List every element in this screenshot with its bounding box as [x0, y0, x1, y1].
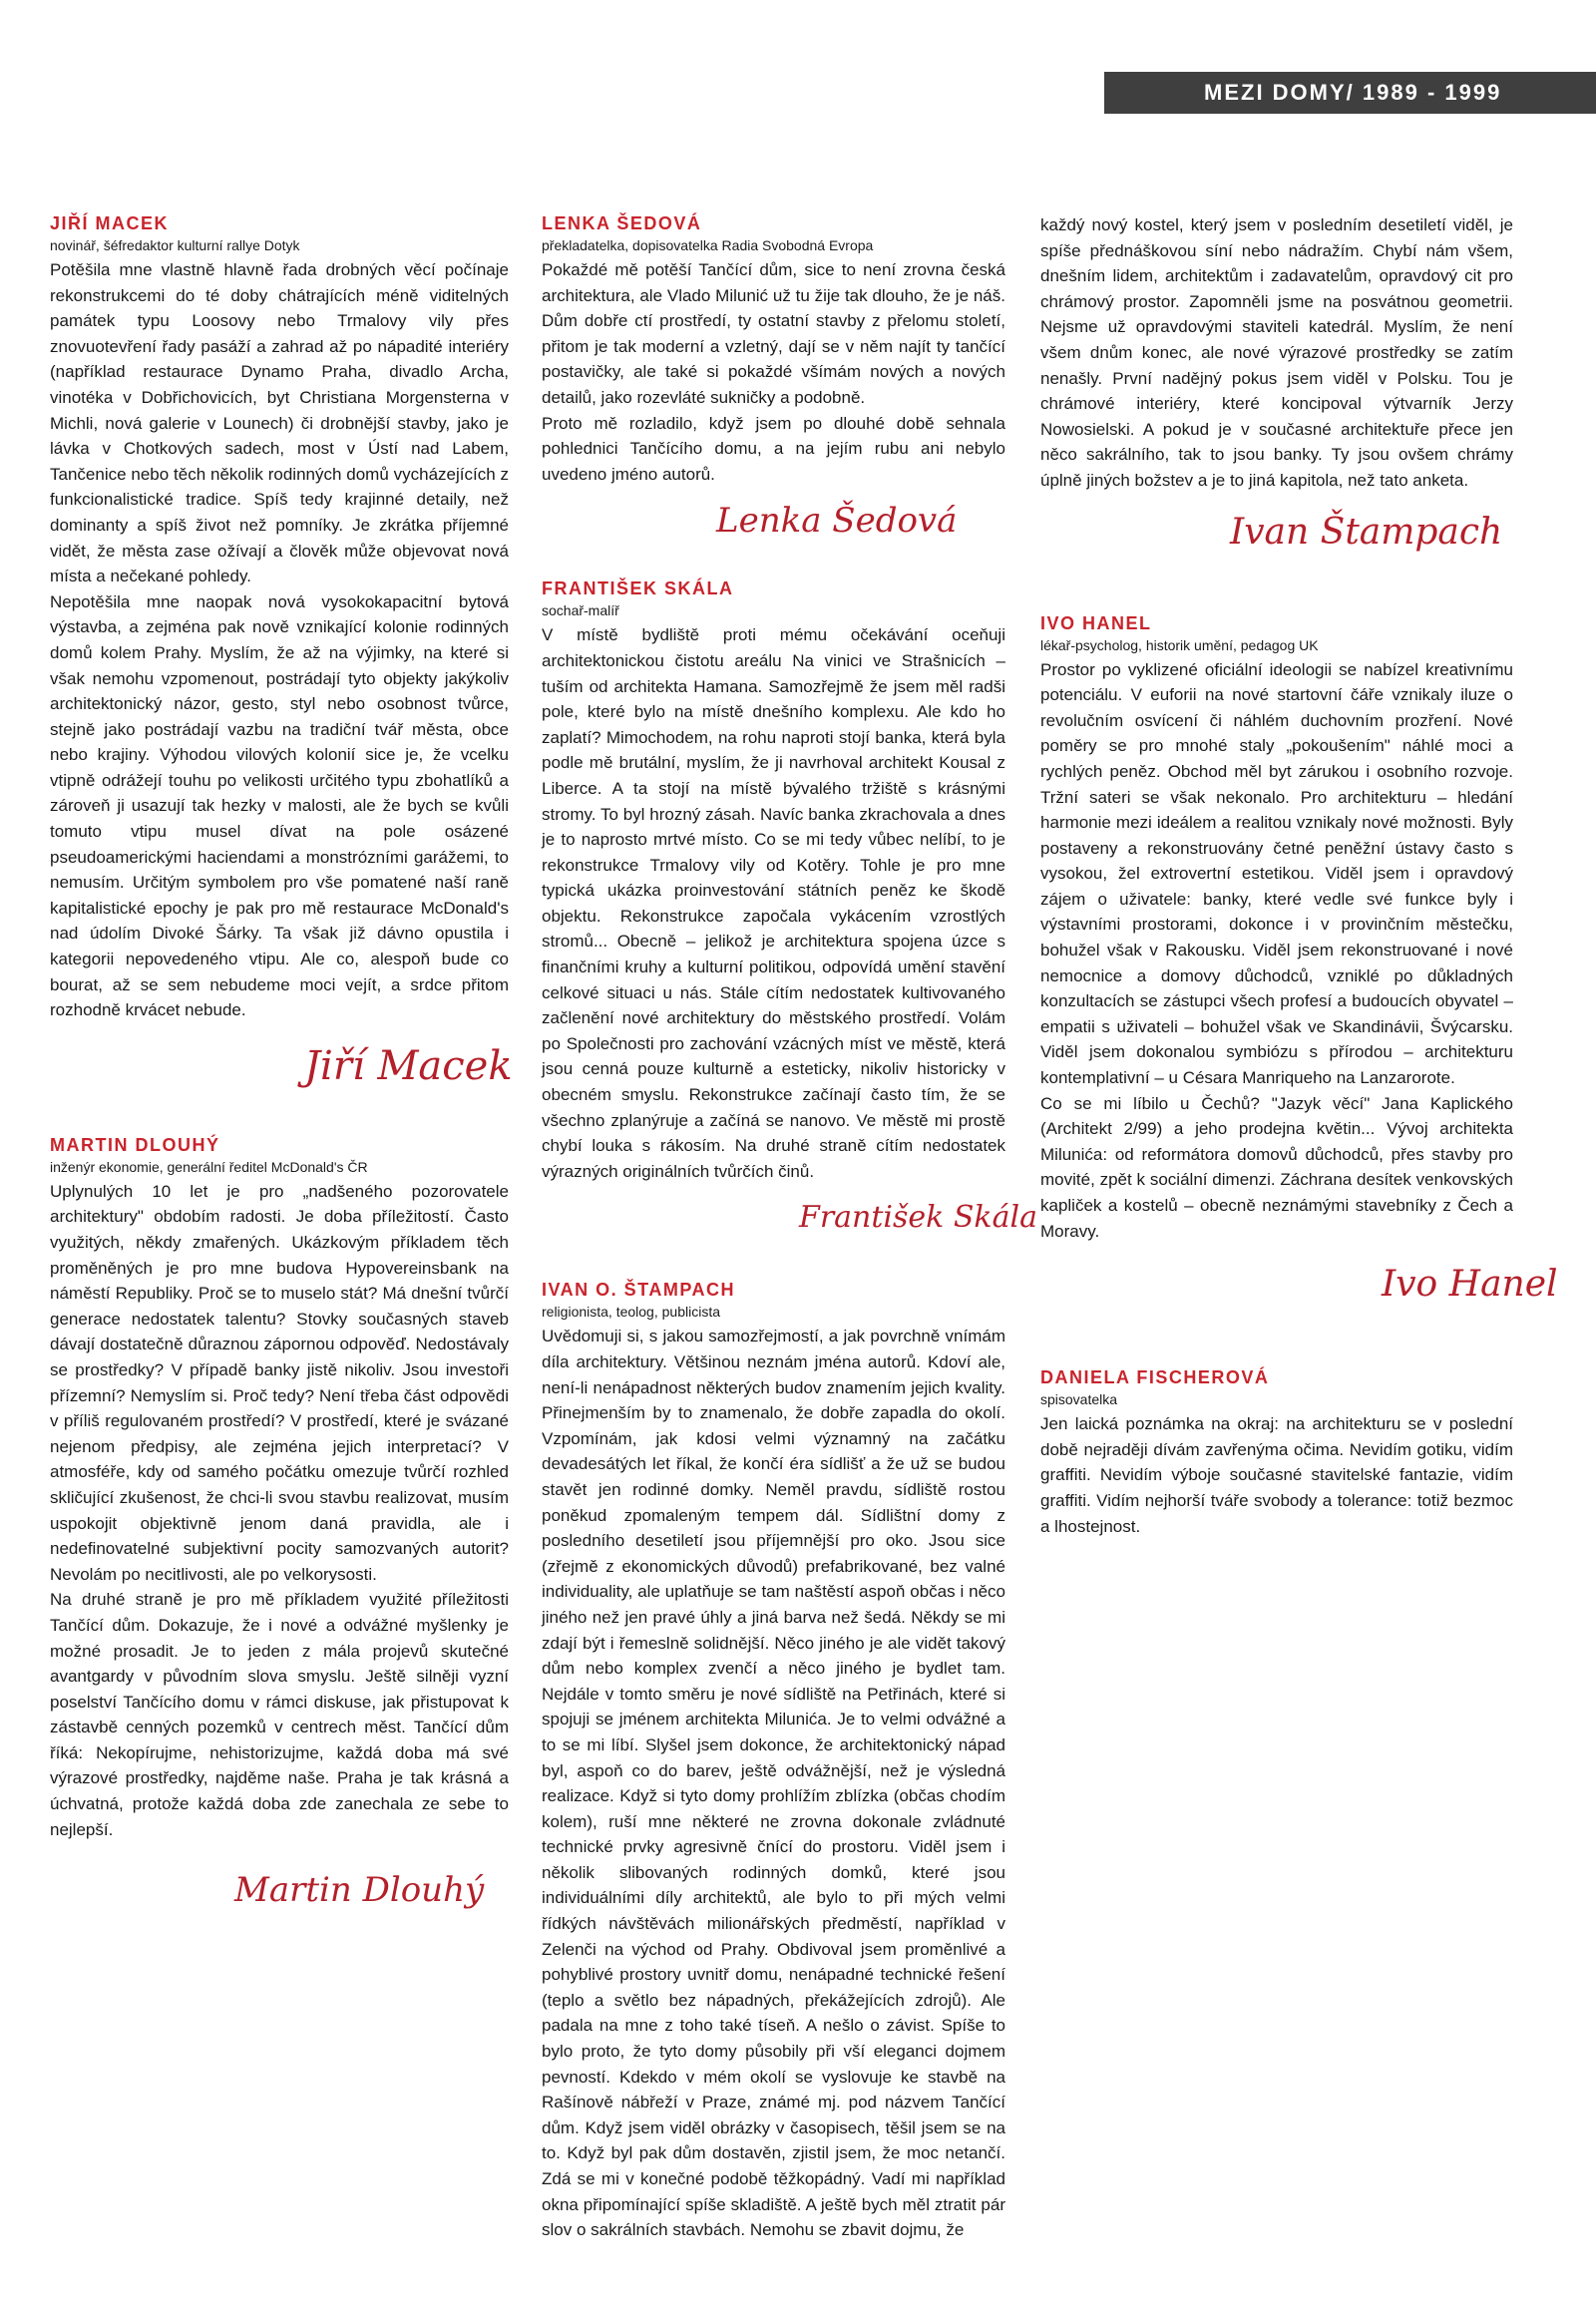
- author-role: spisovatelka: [1040, 1391, 1118, 1408]
- signature: Ivan Štampach: [1230, 511, 1503, 553]
- signature-wrap: [234, 1870, 509, 1910]
- author-name: LENKA ŠEDOVÁ: [542, 213, 702, 233]
- signature-wrap: [799, 1200, 1037, 1264]
- paragraph: Na druhé straně je pro mě příkladem využité příležitosti Tančící dům. Dokazuje, že i nové a odvážné myšlenky je možné prosadit. Je to jeden z mála projevů skutečné avantgardy v původním slova smyslu. Ještě silněji vyzní poselství Tančícího domu v rámci diskuse, jak přistupovat k zástavbě cenných pozemků v centrech měst. Tančící dům říká: Nekopírujme, nehistorizujme, každá doba má své výrazové prostředky, najděme naše. Praha je tak krásná a úchvatná, protože každá doba zde zanechala ze sebe to nejlepší.: [50, 1590, 509, 1839]
- author-role: překladatelka, dopisovatelka Radia Svobodná Evropa: [542, 237, 874, 253]
- column-2: [542, 211, 1037, 2243]
- paragraph: V místě bydliště proti mému očekávání oceňuji architektonickou čistotu areálu Na vinici ve Strašnicích – tuším od architekta Hamana. Samozřejmě že jsem měl radši pole, které bylo na místě dnešního komplexu. Ale kdo ho zaplatí? Mimochodem, na rohu naproti stojí banka, která byla podle mě brutální, myslím, že ji navrhoval architekt Kousal z Liberce. A ta stojí na místě bývalého tržiště s krásnými stromy. To byl hrozný zásah. Navíc banka zkrachovala a dnes je to naprosto mrtvé místo. Co se mi tedy vůbec nelíbí, to je rekonstrukce Trmalovy vily od Kotěry. Tohle je pro mne typická ukázka proinvestování státních peněz ke škodě objektu. Rekonstrukce započala vykácením vzrostlých stromů... Obecně – jelikož je architektura spojena úzce s finančními kruhy a kulturní politikou, odpovídá umění stavění celkové situaci u nás. Stále cítím nedostatek kultivovaného začlenění nové architektury do městského prostředí. Volám po Společnosti pro zachování vzácných míst ve městě, která jsou cenná pouze kulturně a esteticky, nikoliv historicky v obecném smyslu. Rekonstrukce začínají často tím, že se všechno zplanýruje a začíná se nanovo. Ve městě mi prostě chybí louka s rákosím. Na druhé straně cítím nedostatek výrazných originálních tvůrčích činů.: [542, 625, 1005, 1181]
- section-jiri-macek: [50, 211, 513, 1131]
- section-body: [50, 1179, 509, 1842]
- signature: Lenka Šedová: [716, 501, 958, 542]
- signature-wrap: [716, 501, 1005, 563]
- signature: Martin Dlouhý: [234, 1870, 485, 1911]
- section-ivan-stampach: [542, 1278, 1005, 2242]
- column-3: [1040, 212, 1558, 1539]
- author-name: MARTIN DLOUHÝ: [50, 1134, 220, 1155]
- section-body: [542, 257, 1005, 487]
- paragraph: Prostor po vyklizené oficiální ideologii se nabízel kreativnímu potenciálu. V euforii na nové startovní čáře vznikaly iluze o revolučním osvícení či náhlém duchovním prozření. Nové poměry se pro mnohé staly „pokoušením" náhlé moci a rychlých peněz. Obchod měl byt zárukou i osobního rozvoje. Tržní sateri se však nekonalo. Pro architekturu – hledání harmonie mezi ideálem a realitou vznikaly nové možnosti. Byly postaveny a rekonstruovány četné peněžní ústavy často s vysokou, žel extrovertní estetikou. Viděl jsem i opravdový zájem o uživatele: banky, které vedle své funkce byly i výstavními prostorami, dokonce i v provinčním městečku, bohužel však v Rakousku. Viděl jsem rekonstruované i nové nemocnice a domovy důchodců, vzniklé po důkladných konzultacích se zástupci všech profesí a budoucích obyvatel – empatii s uživateli – bohužel však ve Skandinávii, Švýcarsku. Viděl jsem dokonalou symbiózu s přírodou – architekturu kontemplativní – u Césara Manriqueho na Lanzarorote.: [1040, 659, 1513, 1088]
- signature-wrap: [1230, 512, 1513, 581]
- section-body: [1040, 1411, 1513, 1539]
- author-name: IVO HANEL: [1040, 612, 1152, 633]
- section-lenka-sedova: [542, 211, 1005, 563]
- section-frantisek-skala: [542, 576, 1037, 1264]
- section-body: [542, 1324, 1005, 2242]
- author-name: DANIELA FISCHEROVÁ: [1040, 1367, 1270, 1388]
- paragraph: Uplynulých 10 let je pro „nadšeného pozorovatele architektury" obdobím radosti. Je doba příležitostí. Často využitých, někdy zmařených. Ukázkovým příkladem těch proměněných je pro mne budova Hypovereinsbank na náměstí Republiky. Proč se to muselo stát? Má dnešní tvůrčí generace nedostatek talentu? Stovky současných staveb dávají dostatečně důraznou zápornou odpověď. Nedostávaly se prostředky? V případě banky jistě nikoliv. Jsou investoři přízemní? Nemyslím si. Proč tedy? Není třeba část odpovědi v příliš regulovaném prostředí? V prostředí, které je svázané nejenom předpisy, ale zejména jejich interpretací? V atmosféře, kdy od samého počátku omezuje tvůrčí rozhled skličující zkušenost, že chci-li svou stavbu realizovat, musím uspokojit objektivně jenom daná pravidla, ale i nedefinovatelné subjektivní pocity samozvaných autorit? Nevolám po necitlivosti, ale po velkorysosti.: [50, 1181, 509, 1584]
- column-1: [50, 211, 513, 1911]
- signature-wrap: [1382, 1264, 1558, 1342]
- author-name: IVAN O. ŠTAMPACH: [542, 1280, 735, 1301]
- paragraph: Uvědomuji si, s jakou samozřejmostí, a jak povrchně vnímám díla architektury. Většinou neznám jména autorů. Kdoví ale, není-li nenápadnost některých budov znamením jejich kvality. Přinejmenším by to znamenalo, že dobře zapadla do okolí. Vzpomínám, jak kdosi velmi významný na začátku devadesátých let říkal, že končí éra sídlišť a že už se budou stavět jen rodinné domky. Neměl pravdu, sídliště rostou poněkud zpomaleným tempem dál. Sídlištní domy z posledního desetiletí jsou příjemnější pro oko. Jsou sice (zřejmě z ekonomických důvodů) prefabrikované, bez valné individuality, ale uplatňuje se tam naštěstí aspoň občas i něco jiného než jen pravé úhly a jiná barva než šedá. Někdy se mi zdají být i řemeslně solidnější. Něco jiného je ale vidět takový dům nebo komplex zvenčí a něco jiného je bydlet tam. Nejdále v tomto směru je nové sídliště na Petřinách, které si spojuji se jménem architekta Milunića. Je to velmi odvážné a to se mi líbí. Slyšel jsem dokonce, že architektonický nápad byl, aspoň co do barev, ještě odvážnější, než je výsledná realizace. Když si tyto domy prohlížím zblízka (občas chodím kolem), ruší mne některé ne zrovna dokonale zvládnuté technické prvky agresivně čnící do prostoru. Viděl jsem i několik slibovaných rodinných domků, které jsou individuálními díly architektů, ale bylo to při mých velmi řídkých návštěvách milionářských předměstí, například v Zelenči na východ od Prahy. Obdivoval jsem proměnlivé a pohyblivé prostory uvnitř domu, nenápadné technické řešení (teplo a světlo bez nápadných, překážejících zdrojů). Ale padala na mne z toho také tíseň. A nešlo o závist. Spíše to bylo proto, že tyto domy působily při vší eleganci dojmem pevností. Kdekdo v mém okolí se vyslovuje ke stavbě na Rašínově nábřeží v Praze, známé mj. pod názvem Tančící dům. Když jsem viděl obrázky v časopisech, těšil jsem se na to. Když byl pak dům dostavěn, zjistil jsem, že moc netančí. Zdá se mi v konečné podobě těžkopádný. Vadí mi například okna připomínající spíše skladiště. A ještě bych měl ztratit pár slov o sakrálních stavbách. Nemohu se zbavit dojmu, že: [542, 1327, 1005, 2240]
- signature: František Skála: [799, 1200, 1037, 1236]
- author-role: novinář, šéfredaktor kulturní rallye Dotyk: [50, 237, 300, 253]
- page-header-title: MEZI DOMY/ 1989 - 1999: [1204, 80, 1502, 105]
- author-name: FRANTIŠEK SKÁLA: [542, 578, 734, 599]
- paragraph: Nepotěšila mne naopak nová vysokokapacitní bytová výstavba, a zejména pak nově vznikající kolonie rodinných domů kolem Prahy. Myslím, že až na výjimky, na které si však nemohu vzpomenout, postrádají tyto objekty jakýkoliv architektonický názor, gesto, styl nebo osobnost tvůrce, stejně jako postrádají vazbu na tradiční tvář města, obce nebo krajiny. Výhodou vilových kolonií sice je, že vcelku vtipně odrážejí touhu po velikosti určitého typu zbohatlíků a zároveň ji usazují tak hezky v malosti, ale že bych se kvůli tomuto vtipu musel dívat na pole osázené pseudoamerickými haciendami a monstrózními garážemi, to nemusím. Určitým symbolem pro vše pomatené naší raně kapitalistické epochy je pak pro mě restaurace McDonald's nad údolím Divoké Šárky. Ta však již dávno opustila i kategorii nepovedeného vtipu. Ale co, alespoň bude co bourat, až se sem nebudeme moci vejít, a srdce přitom rozhodně krvácet nebude.: [50, 591, 509, 1020]
- paragraph: Jen laická poznámka na okraj: na architekturu se v poslední době nejraději dívám zavřenýma očima. Nevidím gotiku, vidím graffiti. Nevidím výboje současné stavitelské fantazie, vidím graffiti. Vidím nejhorší tváře svobody a tolerance: totiž bezmoc a lhostejnost.: [1040, 1414, 1513, 1536]
- section-body: [1040, 657, 1513, 1245]
- paragraph: Potěšila mne vlastně hlavně řada drobných věcí počínaje rekonstrukcemi do té doby chátrajících méně viditelných památek typu Loosovy nebo Trmalovy vily přes znovuotevření řady pasáží a zahrad až po nápadité interiéry (například restaurace Dynamo Praha, divadlo Archa, vinotéka v Dobřichovicích, byt Christiana Morgensterna v Michli, nová galerie v Lounech) či drobnější stavby, jako je lávka v Chotkových sadech, most v Ústí nad Labem, Tančenice nebo těch několik rodinných domů vycházejících z funkcionalistické tradice. Spíš tedy krajinné detaily, než dominanty a spíš život než pomníky. Je zkrátka příjemné vidět, že města zase ožívají a člověk může objevovat nová místa a nečekané pohledy.: [50, 260, 509, 586]
- author-role: lékař-psycholog, historik umění, pedagog UK: [1040, 636, 1319, 653]
- paragraph: Pokaždé mě potěší Tančící dům, sice to není zrovna česká architektura, ale Vlado Milunić už tu žije tak dlouho, že je náš. Dům dobře ctí prostředí, ty ostatní stavby z přelomu století, přitom je tak moderní a vzletný, dají se v něm najít ty tančící postavičky, ale také si pokaždé všímám nových a nových detailů, jako rozevláté sukničky a podobně.: [542, 260, 1005, 407]
- section-body: [542, 622, 1005, 1184]
- author-role: inženýr ekonomie, generální ředitel McDonald's ČR: [50, 1158, 368, 1175]
- paragraph: Proto mě rozladilo, když jsem po dlouhé době sehnala pohlednici Tančícího domu, a na jejím rubu ani nebylo uvedeno jméno autorů.: [542, 413, 1005, 484]
- page-header-bar: [1104, 72, 1596, 114]
- signature: Ivo Hanel: [1382, 1264, 1558, 1306]
- section-body: [50, 257, 509, 1023]
- paragraph-continuation: každý nový kostel, který jsem v posledním desetiletí viděl, je spíše přednáškovou síní nebo nádražím. Chybí nám všem, dnešním lidem, architektům i zadavatelům, opravdový cit pro chrámový prostor. Zapomněli jsme na posvátnou geometrii. Nejsme už opravdovými staviteli katedrál. Myslím, že není všem dnům konec, ale nové výrazové prostředky se zatím nenašly. První nadějný pokus jsem viděl v Polsku. Tou je chrámové interiéry, které koncipoval výtvarník Jerzy Nowosielski. A pokud je v současné architektuře přece jen něco sakrálního, tak to jsou banky. Ty jsou ovšem chrámy úplně jiných božstev a je to jiná kapitola, než tato anketa.: [1040, 215, 1513, 490]
- author-role: sochař-malíř: [542, 602, 619, 619]
- paragraph: Co se mi líbilo u Čechů? "Jazyk věcí" Jana Kaplického (Architekt 2/99) a jeho prodejna květin... Vývoj architekta Milunića: od reformátora domovů důchodců, přes stavby pro movité, zpět k sociální dimenzi. Záchrana desítek venkovských kapliček a kostelů – obecně neznámými stavebníky z Čech a Moravy.: [1040, 1093, 1513, 1241]
- section-ivo-hanel: [1040, 611, 1558, 1343]
- section-body-continuation: [1040, 212, 1513, 494]
- signature-wrap: [304, 1042, 513, 1131]
- signature: Jiří Macek: [304, 1042, 513, 1089]
- section-daniela-fischerova: [1040, 1365, 1513, 1539]
- author-name: JIŘÍ MACEK: [50, 213, 170, 233]
- section-martin-dlouhy: [50, 1133, 509, 1910]
- author-role: religionista, teolog, publicista: [542, 1304, 720, 1321]
